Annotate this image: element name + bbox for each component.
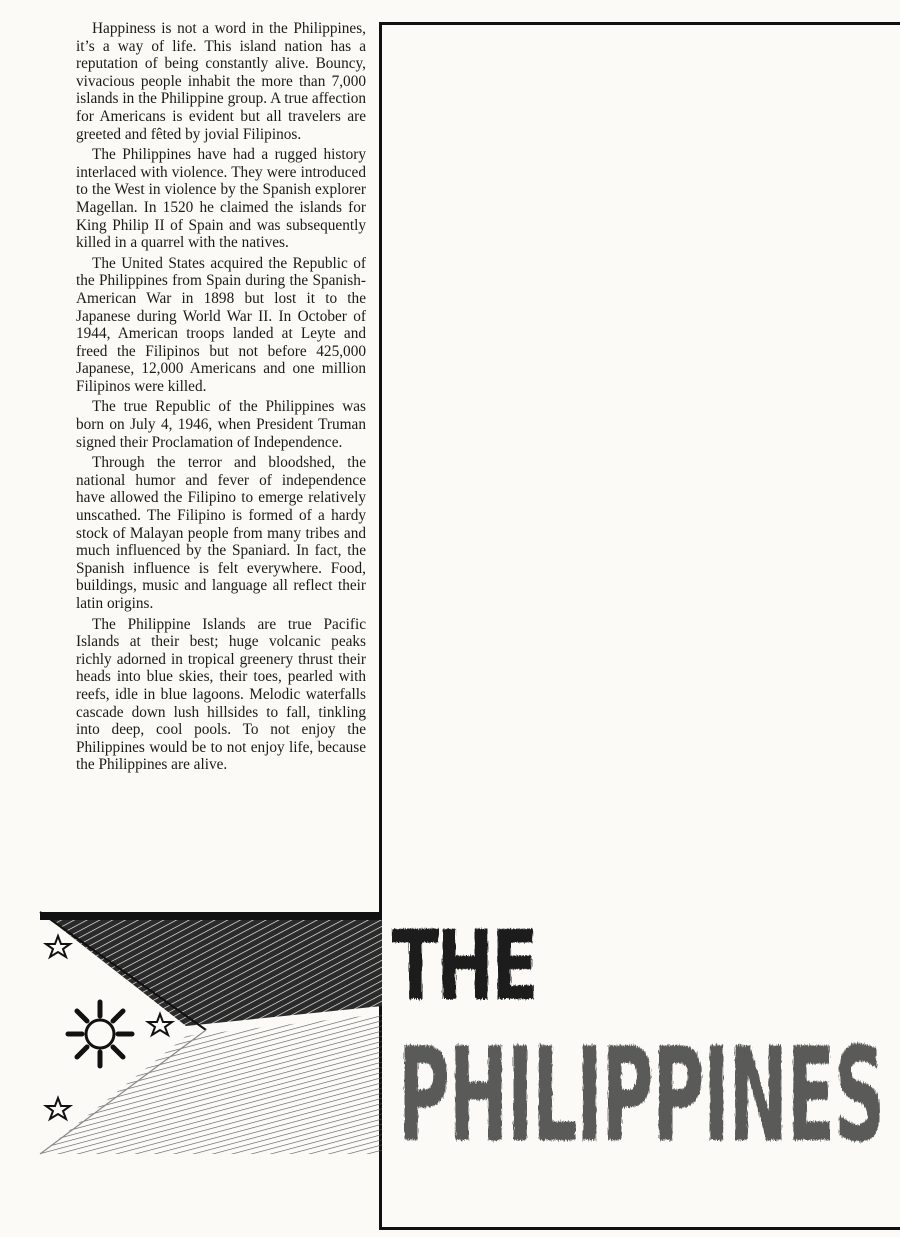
star-icon (46, 936, 70, 957)
article-paragraph: Happiness is not a word in the Philippines, it’s a way of life. This island nation has a reputation of being constantly alive. Bouncy, vivacious people inhabit the more than 7,000 islands in the Philippine group. A true affection for Americans is evident but all travelers are greeted and fêted by jovial Filipinos. (76, 20, 366, 143)
article-text (76, 20, 366, 777)
title-line-2: PHILIPPINES (398, 1019, 885, 1171)
article-paragraph: The true Republic of the Philippines was born on July 4, 1946, when President Truman signed their Proclamation of Independence. (76, 398, 366, 451)
flag-lower-band (40, 1014, 382, 1154)
article-paragraph: Through the terror and bloodshed, the national humor and fever of independence have allowed the Filipino to emerge relatively unscathed. The Filipino is formed of a hardy stock of Malayan people from many tribes and much influenced by the Spaniard. In fact, the Spanish influence is felt everywhere. Food, buildings, music and language all reflect their latin origins. (76, 454, 366, 612)
flag-upper-edge (40, 912, 382, 920)
philippine-flag-icon (36, 906, 382, 1162)
article-paragraph: The United States acquired the Republic of the Philippines from Spain during the Spanish-American War in 1898 but lost it to the Japanese during World War II. In October of 1944, American troops landed at Leyte and freed the Filipinos but not before 425,000 Japanese, 12,000 Americans and one million Filipinos were killed. (76, 254, 366, 395)
title-line-1: THE (392, 910, 536, 1022)
sun-icon (68, 1002, 132, 1066)
article-paragraph: The Philippines have had a rugged history interlaced with violence. They were introduced to the West in violence by the Spanish explorer Magellan. In 1520 he claimed the islands for King Philip II of Spain and was subsequently killed in a quarrel with the natives. (76, 146, 366, 252)
star-icon (148, 1014, 172, 1035)
flag-upper-band (40, 912, 382, 1026)
star-icon (46, 1098, 70, 1119)
article-paragraph: The Philippine Islands are true Pacific Islands at their best; huge volcanic peaks richly adorned in tropical greenery thrust their heads into blue skies, their toes, pearled with reefs, idle in blue lagoons. Melodic waterfalls cascade down lush hillsides to fall, tinkling into deep, cool pools. To not enjoy the Philippines would be to not enjoy life, because the Philippines are alive. (76, 615, 366, 774)
